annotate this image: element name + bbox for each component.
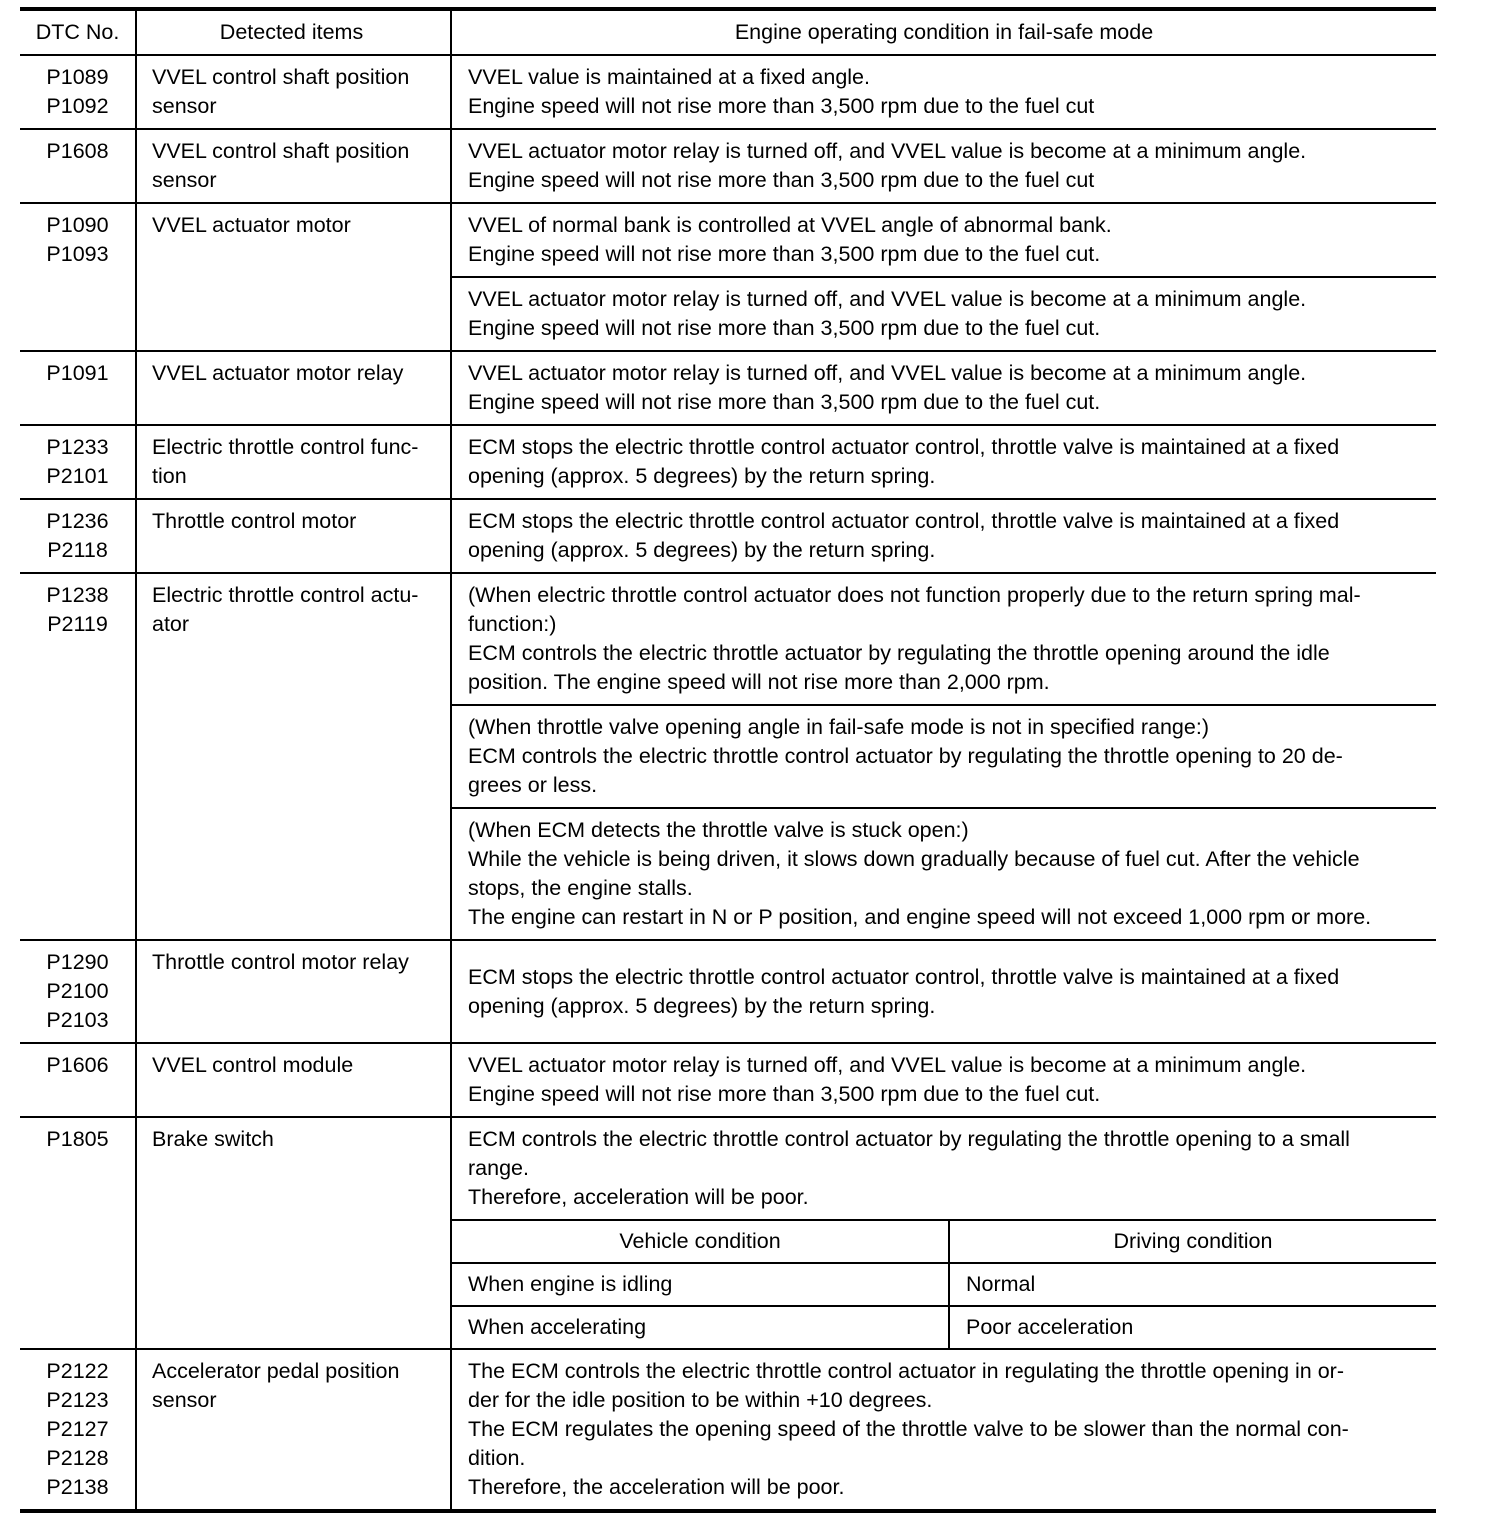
dtc-code-line: P1092 bbox=[46, 94, 109, 118]
detected-item bbox=[152, 507, 446, 536]
dtc-code-line: P1091 bbox=[46, 361, 109, 385]
condition-text-line: ECM controls the electric throttle actuator by regulating the throttle opening around the idle bbox=[468, 641, 1330, 665]
dtc-code-line: P1089 bbox=[46, 65, 109, 89]
dtc-code-line: P1606 bbox=[46, 1053, 109, 1077]
vehicle-condition-subtable bbox=[452, 1221, 1436, 1348]
header-detected-items: Detected items bbox=[136, 9, 451, 55]
condition-text-line: ECM controls the electric throttle control actuator by regulating the throttle opening to 20 de- bbox=[468, 744, 1343, 768]
condition-text-line: opening (approx. 5 degrees) by the return spring. bbox=[468, 993, 936, 1018]
table-row bbox=[20, 573, 1436, 705]
condition-text-line: (When ECM detects the throttle valve is stuck open:) bbox=[468, 818, 969, 842]
condition-text-line: function:) bbox=[468, 612, 557, 636]
condition-text-line: VVEL of normal bank is controlled at VVEL angle of abnormal bank. bbox=[468, 213, 1112, 237]
dtc-code bbox=[20, 948, 135, 1035]
dtc-code-line: P2118 bbox=[47, 538, 108, 562]
condition-text bbox=[468, 137, 1432, 195]
header-condition: Engine operating condition in fail-safe mode bbox=[451, 9, 1436, 55]
subtable-header-driving-condition: Driving condition bbox=[1113, 1229, 1273, 1253]
condition-text bbox=[468, 211, 1432, 269]
condition-text-line: opening (approx. 5 degrees) by the return spring. bbox=[468, 464, 936, 488]
table-row bbox=[20, 425, 1436, 499]
detected-item-cell bbox=[136, 1043, 451, 1117]
dtc-cell bbox=[20, 940, 136, 1043]
condition-text-line: Therefore, acceleration will be poor. bbox=[468, 1185, 809, 1209]
dtc-code bbox=[20, 433, 135, 491]
detected-item-line: Accelerator pedal position bbox=[152, 1359, 400, 1383]
condition-text bbox=[468, 816, 1432, 932]
condition-text-line: VVEL actuator motor relay is turned off, and VVEL value is become at a minimum angle. bbox=[468, 1053, 1307, 1077]
dtc-code-line: P1090 bbox=[46, 213, 109, 237]
subtable-driving-condition: Normal bbox=[949, 1263, 1436, 1306]
vehicle-condition-subtable-cell bbox=[451, 1220, 1436, 1349]
dtc-code-line: P1238 bbox=[46, 583, 109, 607]
detected-item-cell bbox=[136, 203, 451, 351]
dtc-code-line: P2123 bbox=[46, 1388, 109, 1412]
table-row bbox=[20, 203, 1436, 277]
condition-text bbox=[468, 1051, 1432, 1109]
dtc-code-line: P1236 bbox=[46, 509, 109, 533]
condition-cell bbox=[451, 1043, 1436, 1117]
condition-text-line: VVEL value is maintained at a fixed angle. bbox=[468, 65, 870, 89]
dtc-cell bbox=[20, 573, 136, 940]
detected-item-cell bbox=[136, 55, 451, 129]
subtable-header-row bbox=[452, 1221, 1436, 1263]
dtc-code-line: P1093 bbox=[46, 242, 109, 266]
detected-item-cell bbox=[136, 129, 451, 203]
condition-cell bbox=[451, 129, 1436, 203]
dtc-code-line: P1233 bbox=[46, 435, 109, 459]
condition-cell bbox=[451, 203, 1436, 277]
table-row bbox=[20, 55, 1436, 129]
detected-item-line: Electric throttle control actu- bbox=[152, 583, 419, 607]
detected-item bbox=[152, 948, 446, 977]
condition-text-line: The engine can restart in N or P position, and engine speed will not exceed 1,000 rpm or more. bbox=[468, 905, 1372, 929]
detected-item-cell bbox=[136, 425, 451, 499]
detected-item bbox=[152, 137, 446, 195]
dtc-code bbox=[20, 507, 135, 565]
condition-text bbox=[468, 359, 1432, 417]
table-row bbox=[20, 1349, 1436, 1511]
fail-safe-table-body bbox=[20, 9, 1436, 1511]
detected-item-line: sensor bbox=[152, 168, 217, 192]
detected-item-cell bbox=[136, 573, 451, 940]
detected-item-line: sensor bbox=[152, 94, 217, 118]
condition-cell bbox=[451, 808, 1436, 940]
condition-cell bbox=[451, 55, 1436, 129]
detected-item-line: Electric throttle control func- bbox=[152, 435, 419, 459]
condition-text-line: ECM stops the electric throttle control actuator control, throttle valve is maintained at a fixed bbox=[468, 435, 1340, 459]
dtc-code bbox=[20, 211, 135, 269]
detected-item-cell bbox=[136, 499, 451, 573]
dtc-code bbox=[20, 1051, 135, 1080]
condition-text bbox=[468, 581, 1432, 697]
dtc-code-line: P2103 bbox=[46, 1008, 109, 1032]
detected-item bbox=[152, 1357, 446, 1415]
condition-text bbox=[468, 63, 1432, 121]
detected-item bbox=[152, 581, 446, 639]
dtc-code-line: P2100 bbox=[46, 979, 109, 1003]
header-row bbox=[20, 9, 1436, 55]
detected-item-cell bbox=[136, 351, 451, 425]
condition-text-line: grees or less. bbox=[468, 773, 598, 797]
detected-item bbox=[152, 359, 446, 388]
condition-cell bbox=[451, 425, 1436, 499]
condition-text-line: The ECM regulates the opening speed of the throttle valve to be slower than the normal con- bbox=[468, 1417, 1349, 1441]
condition-text-line: ECM controls the electric throttle control actuator by regulating the throttle opening to a small bbox=[468, 1127, 1350, 1151]
condition-text bbox=[468, 433, 1432, 491]
dtc-code-line: P2101 bbox=[46, 464, 109, 488]
dtc-code-line: P2119 bbox=[47, 612, 108, 636]
dtc-code bbox=[20, 63, 135, 121]
dtc-cell bbox=[20, 1349, 136, 1511]
condition-cell bbox=[451, 1349, 1436, 1511]
detected-item-line: Throttle control motor relay bbox=[152, 950, 409, 974]
condition-text-line: Engine speed will not rise more than 3,500 rpm due to the fuel cut. bbox=[468, 242, 1101, 266]
dtc-code-line: P2127 bbox=[46, 1417, 109, 1441]
condition-text bbox=[468, 963, 1432, 1021]
condition-text-line: ECM stops the electric throttle control actuator control, throttle valve is maintained at a fixed bbox=[468, 964, 1340, 989]
condition-cell bbox=[451, 573, 1436, 705]
condition-text bbox=[468, 507, 1432, 565]
detected-item-line: Brake switch bbox=[152, 1127, 274, 1151]
table-row bbox=[20, 940, 1436, 1043]
condition-text-line: (When electric throttle control actuator does not function properly due to the return spring mal- bbox=[468, 583, 1361, 607]
fail-safe-table bbox=[20, 7, 1436, 1513]
condition-text-line: range. bbox=[468, 1156, 529, 1180]
subtable-vehicle-condition: When accelerating bbox=[452, 1306, 949, 1348]
subtable-row bbox=[452, 1306, 1436, 1348]
condition-cell bbox=[451, 277, 1436, 351]
condition-text bbox=[468, 1357, 1432, 1502]
dtc-code bbox=[20, 359, 135, 388]
header-dtc: DTC No. bbox=[20, 9, 136, 55]
dtc-cell bbox=[20, 425, 136, 499]
condition-text-line: VVEL actuator motor relay is turned off, and VVEL value is become at a minimum angle. bbox=[468, 361, 1307, 385]
detected-item-line: tion bbox=[152, 464, 187, 488]
condition-cell bbox=[451, 351, 1436, 425]
table-row bbox=[20, 1043, 1436, 1117]
detected-item bbox=[152, 1125, 446, 1154]
detected-item bbox=[152, 63, 446, 121]
detected-item-line: VVEL control module bbox=[152, 1053, 354, 1077]
condition-text-line: Engine speed will not rise more than 3,500 rpm due to the fuel cut. bbox=[468, 1082, 1101, 1106]
condition-cell bbox=[451, 1117, 1436, 1220]
condition-text-line: Therefore, the acceleration will be poor. bbox=[468, 1475, 845, 1499]
condition-text-line: der for the idle position to be within +10 degrees. bbox=[468, 1388, 933, 1412]
condition-text bbox=[468, 713, 1432, 800]
condition-cell bbox=[451, 705, 1436, 808]
detected-item bbox=[152, 1051, 446, 1080]
dtc-cell bbox=[20, 203, 136, 351]
table-row bbox=[20, 351, 1436, 425]
detected-item-line: VVEL actuator motor relay bbox=[152, 361, 404, 385]
condition-text-line: Engine speed will not rise more than 3,500 rpm due to the fuel cut. bbox=[468, 316, 1101, 340]
subtable-header-vehicle-condition: Vehicle condition bbox=[452, 1221, 949, 1263]
subtable-row bbox=[452, 1263, 1436, 1306]
condition-text-line: The ECM controls the electric throttle control actuator in regulating the throttle opening in or- bbox=[468, 1359, 1344, 1383]
condition-text-line: Engine speed will not rise more than 3,500 rpm due to the fuel cut bbox=[468, 168, 1095, 192]
dtc-cell bbox=[20, 1043, 136, 1117]
dtc-code-line: P1608 bbox=[46, 139, 109, 163]
condition-text-line: Engine speed will not rise more than 3,500 rpm due to the fuel cut bbox=[468, 94, 1095, 118]
condition-cell bbox=[451, 499, 1436, 573]
detected-item-line: sensor bbox=[152, 1388, 217, 1412]
subtable-vehicle-condition: When engine is idling bbox=[452, 1263, 949, 1306]
dtc-code-line: P2138 bbox=[46, 1475, 109, 1499]
condition-text-line: Engine speed will not rise more than 3,500 rpm due to the fuel cut. bbox=[468, 390, 1101, 414]
detected-item-line: VVEL actuator motor bbox=[152, 213, 351, 237]
condition-text-line: VVEL actuator motor relay is turned off, and VVEL value is become at a minimum angle. bbox=[468, 139, 1307, 163]
detected-item-line: VVEL control shaft position bbox=[152, 139, 410, 163]
condition-text bbox=[468, 285, 1432, 343]
dtc-code bbox=[20, 137, 135, 166]
dtc-code-line: P1805 bbox=[46, 1127, 109, 1151]
condition-text-line: dition. bbox=[468, 1446, 526, 1470]
condition-text-line: VVEL actuator motor relay is turned off, and VVEL value is become at a minimum angle. bbox=[468, 287, 1307, 311]
dtc-cell bbox=[20, 1117, 136, 1349]
detected-item-cell bbox=[136, 1349, 451, 1511]
dtc-code bbox=[20, 1125, 135, 1154]
detected-item-line: Throttle control motor bbox=[152, 509, 357, 533]
detected-item-cell bbox=[136, 940, 451, 1043]
condition-text-line: (When throttle valve opening angle in fail-safe mode is not in specified range:) bbox=[468, 715, 1209, 739]
table-row bbox=[20, 129, 1436, 203]
condition-text-line: While the vehicle is being driven, it slows down gradually because of fuel cut. After the vehicle bbox=[468, 847, 1360, 871]
dtc-code bbox=[20, 1357, 135, 1502]
dtc-cell bbox=[20, 129, 136, 203]
dtc-cell bbox=[20, 499, 136, 573]
dtc-code-line: P2128 bbox=[46, 1446, 109, 1470]
detected-item bbox=[152, 433, 446, 491]
table-row bbox=[20, 499, 1436, 573]
condition-text-line: opening (approx. 5 degrees) by the return spring. bbox=[468, 538, 936, 562]
condition-text bbox=[468, 1125, 1432, 1212]
detected-item-line: VVEL control shaft position bbox=[152, 65, 410, 89]
dtc-code-line: P2122 bbox=[46, 1359, 109, 1383]
table-row bbox=[20, 1117, 1436, 1220]
condition-text-line: position. The engine speed will not rise more than 2,000 rpm. bbox=[468, 670, 1050, 694]
dtc-code bbox=[20, 581, 135, 639]
subtable-driving-condition: Poor acceleration bbox=[949, 1306, 1436, 1348]
dtc-cell bbox=[20, 55, 136, 129]
detected-item-cell bbox=[136, 1117, 451, 1349]
condition-cell bbox=[451, 940, 1436, 1043]
detected-item-line: ator bbox=[152, 612, 190, 636]
condition-text-line: stops, the engine stalls. bbox=[468, 876, 693, 900]
dtc-cell bbox=[20, 351, 136, 425]
condition-text-line: ECM stops the electric throttle control actuator control, throttle valve is maintained at a fixed bbox=[468, 509, 1340, 533]
dtc-code-line: P1290 bbox=[46, 950, 109, 974]
detected-item bbox=[152, 211, 446, 240]
